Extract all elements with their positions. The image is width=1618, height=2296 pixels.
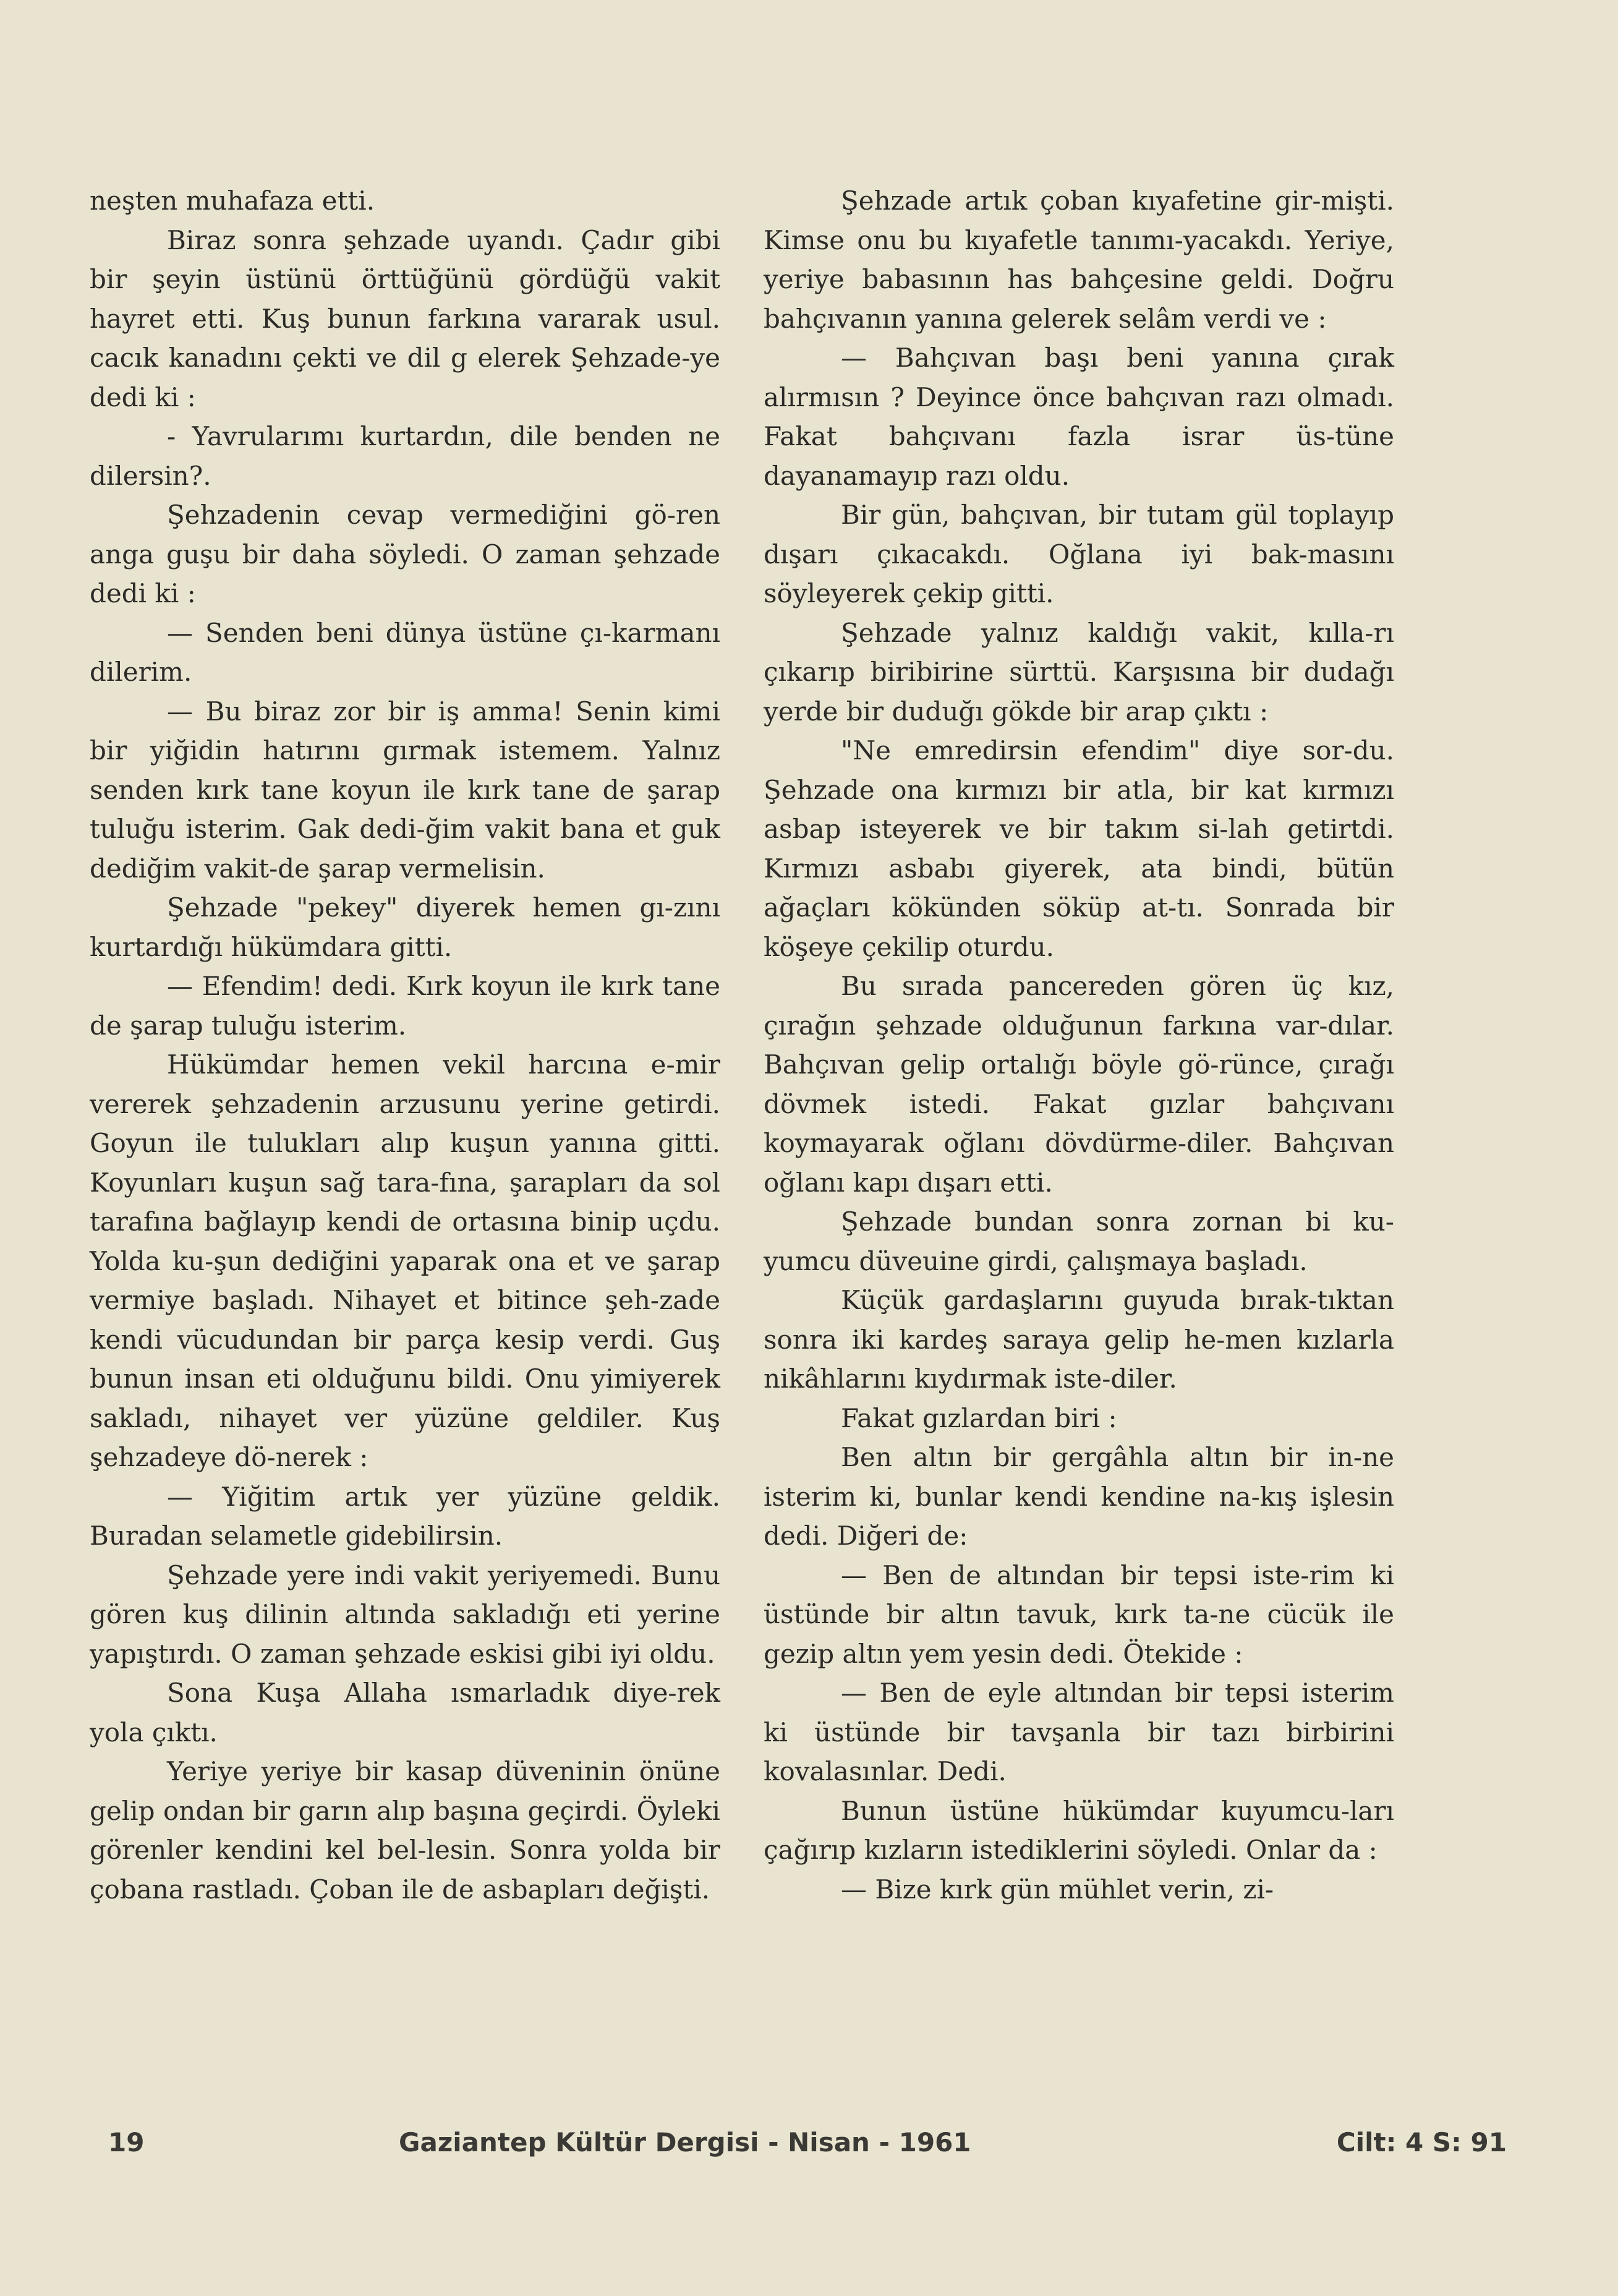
paragraph: — Ben de altından bir tepsi iste-rim ki üstünde bir altın tavuk, kırk ta-ne cücük ile gezip altın yem yesin dedi. Ötekide : [764,1560,1394,1669]
paragraph: - Yavrularımı kurtardın, dile benden ne dilersin?. [90,421,720,491]
journal-title: Gaziantep Kültür Dergisi - Nisan - 1961 [399,2127,971,2157]
paragraph: Şehzade yalnız kaldığı vakit, kılla-rı çıkarıp biribirine sürttü. Karşısına bir dudağı yerde bir duduğı gökde bir arap çıktı : [764,617,1394,727]
paragraph: Hükümdar hemen vekil harcına e-mir vererek şehzadenin arzusunu yerine getirdi. Goyun ile tulukları alıp kuşun yanına gitti. Koyunları kuşun sağ tara-fına, şarapları da sol tarafına bağlayıp kendi de ortasına binip uçdu. Yolda ku-şun dediğini yaparak ona et ve şarap vermiye başladı. Nihayet et bitince şeh-zade kendi vücudundan bir parça kesip verdi. Guş bunun insan eti olduğunu bildi. Onu yimiyerek sakladı, nihayet ver yüzüne geldiler. Kuş şehzadeye dö-nerek : [90,1049,720,1472]
paragraph: — Efendim! dedi. Kırk koyun ile kırk tane de şarap tuluğu isterim. [90,971,720,1041]
volume-issue: Cilt: 4 S: 91 [1336,2127,1507,2157]
paragraph: Fakat gızlardan biri : [841,1402,1117,1433]
paragraph: "Ne emredirsin efendim" diye sor-du. Şehzade ona kırmızı bir atla, bir kat kırmızı asbap isteyerek ve bir takım si-lah getirtdi. Kırmızı asbabı giyerek, ata bindi, bütün ağaçları kökünden söküp at-tı. Sonrada bir köşeye çekilip oturdu. [764,735,1394,962]
paragraph: Şehzade yere indi vakit yeriyemedi. Bunu gören kuş dilinin altında sakladığı eti yerine yapıştırdı. O zaman şehzade eskisi gibi iyi oldu. [90,1560,720,1669]
paragraph: Şehzade "pekey" diyerek hemen gı-zını kurtardığı hükümdara gitti. [90,892,720,962]
paragraph: — Bahçıvan başı beni yanına çırak alırmısın ? Deyince önce bahçıvan razı olmadı. Fakat bahçıvanı fazla israr üs-tüne dayanamayıp razı oldu. [764,343,1394,491]
paragraph: Bu sırada pancereden gören üç kız, çırağın şehzade olduğunun farkına var-dılar. Bahçıvan gelip ortalığı böyle gö-rünce, çırağı dövmek istedi. Fakat gızlar bahçıvanı koymayarak oğlanı dövdürme-diler. Bahçıvan oğlanı kapı dışarı etti. [764,971,1394,1198]
page-number: 19 [108,2127,145,2157]
paragraph: Bir gün, bahçıvan, bir tutam gül toplayıp dışarı çıkacakdı. Oğlana iyi bak-masını söyleyerek çekip gitti. [764,500,1394,608]
right-column [764,181,1394,1909]
paragraph: Şehzade artık çoban kıyafetine gir-mişti. Kimse onu bu kıyafetle tanımı-yacakdı. Yeriye, yeriye babasının has bahçesine geldi. Doğru bahçıvanın yanına gelerek selâm verdi ve : [764,186,1394,334]
paragraph: — Yiğitim artık yer yüzüne geldik. Buradan selametle gidebilirsin. [90,1481,720,1551]
paragraph: — Bize kırk gün mühlet verin, zi- [841,1874,1274,1905]
left-column [90,181,720,1909]
paragraph: Sona Kuşa Allaha ısmarladık diye-rek yola çıktı. [90,1678,720,1748]
page-footer [90,2127,1507,2170]
paragraph: Ben altın bir gergâhla altın bir in-ne isterim ki, bunlar kendi kendine na-kış işlesin dedi. Diğeri de: [764,1442,1394,1551]
paragraph: — Bu biraz zor bir iş amma! Senin kimi bir yiğidin hatırını gırmak istemem. Yalnız senden kırk tane koyun ile kırk tane de şarap tuluğu isterim. Gak dedi-ğim vakit bana et guk dediğim vakit-de şarap vermelisin. [90,696,720,884]
paragraph: Bunun üstüne hükümdar kuyumcu-ları çağırıp kızların istediklerini söyledi. Onlar da : [764,1795,1394,1865]
paragraph: Küçük gardaşlarını guyuda bırak-tıktan sonra iki kardeş saraya gelip he-men kızlarla nikâhlarını kıydırmak iste-diler. [764,1285,1394,1394]
paragraph: Yeriye yeriye bir kasap düveninin önüne gelip ondan bir garın alıp başına geçirdi. Öyleki görenler kendini kel bel-lesin. Sonra yolda bir çobana rastladı. Çoban ile de asbapları değişti. [90,1756,720,1905]
paragraph: — Ben de eyle altından bir tepsi isterim ki üstünde bir tavşanla bir tazı birbirini kovalasınlar. Dedi. [764,1678,1394,1786]
paragraph: neşten muhafaza etti. [90,186,375,216]
paragraph: — Senden beni dünya üstüne çı-karmanı dilerim. [90,617,720,687]
paragraph: Şehzadenin cevap vermediğini gö-ren anga guşu bir daha söyledi. O zaman şehzade dedi ki : [90,500,720,608]
paragraph: Şehzade bundan sonra zornan bi ku-yumcu düveuine girdi, çalışmaya başladı. [764,1206,1394,1276]
paragraph: Biraz sonra şehzade uyandı. Çadır gibi bir şeyin üstünü örttüğünü gördüğü vakit hayret etti. Kuş bunun farkına vararak usul. cacık kanadını çekti ve dil g elerek Şehzade-ye dedi ki : [90,224,720,412]
